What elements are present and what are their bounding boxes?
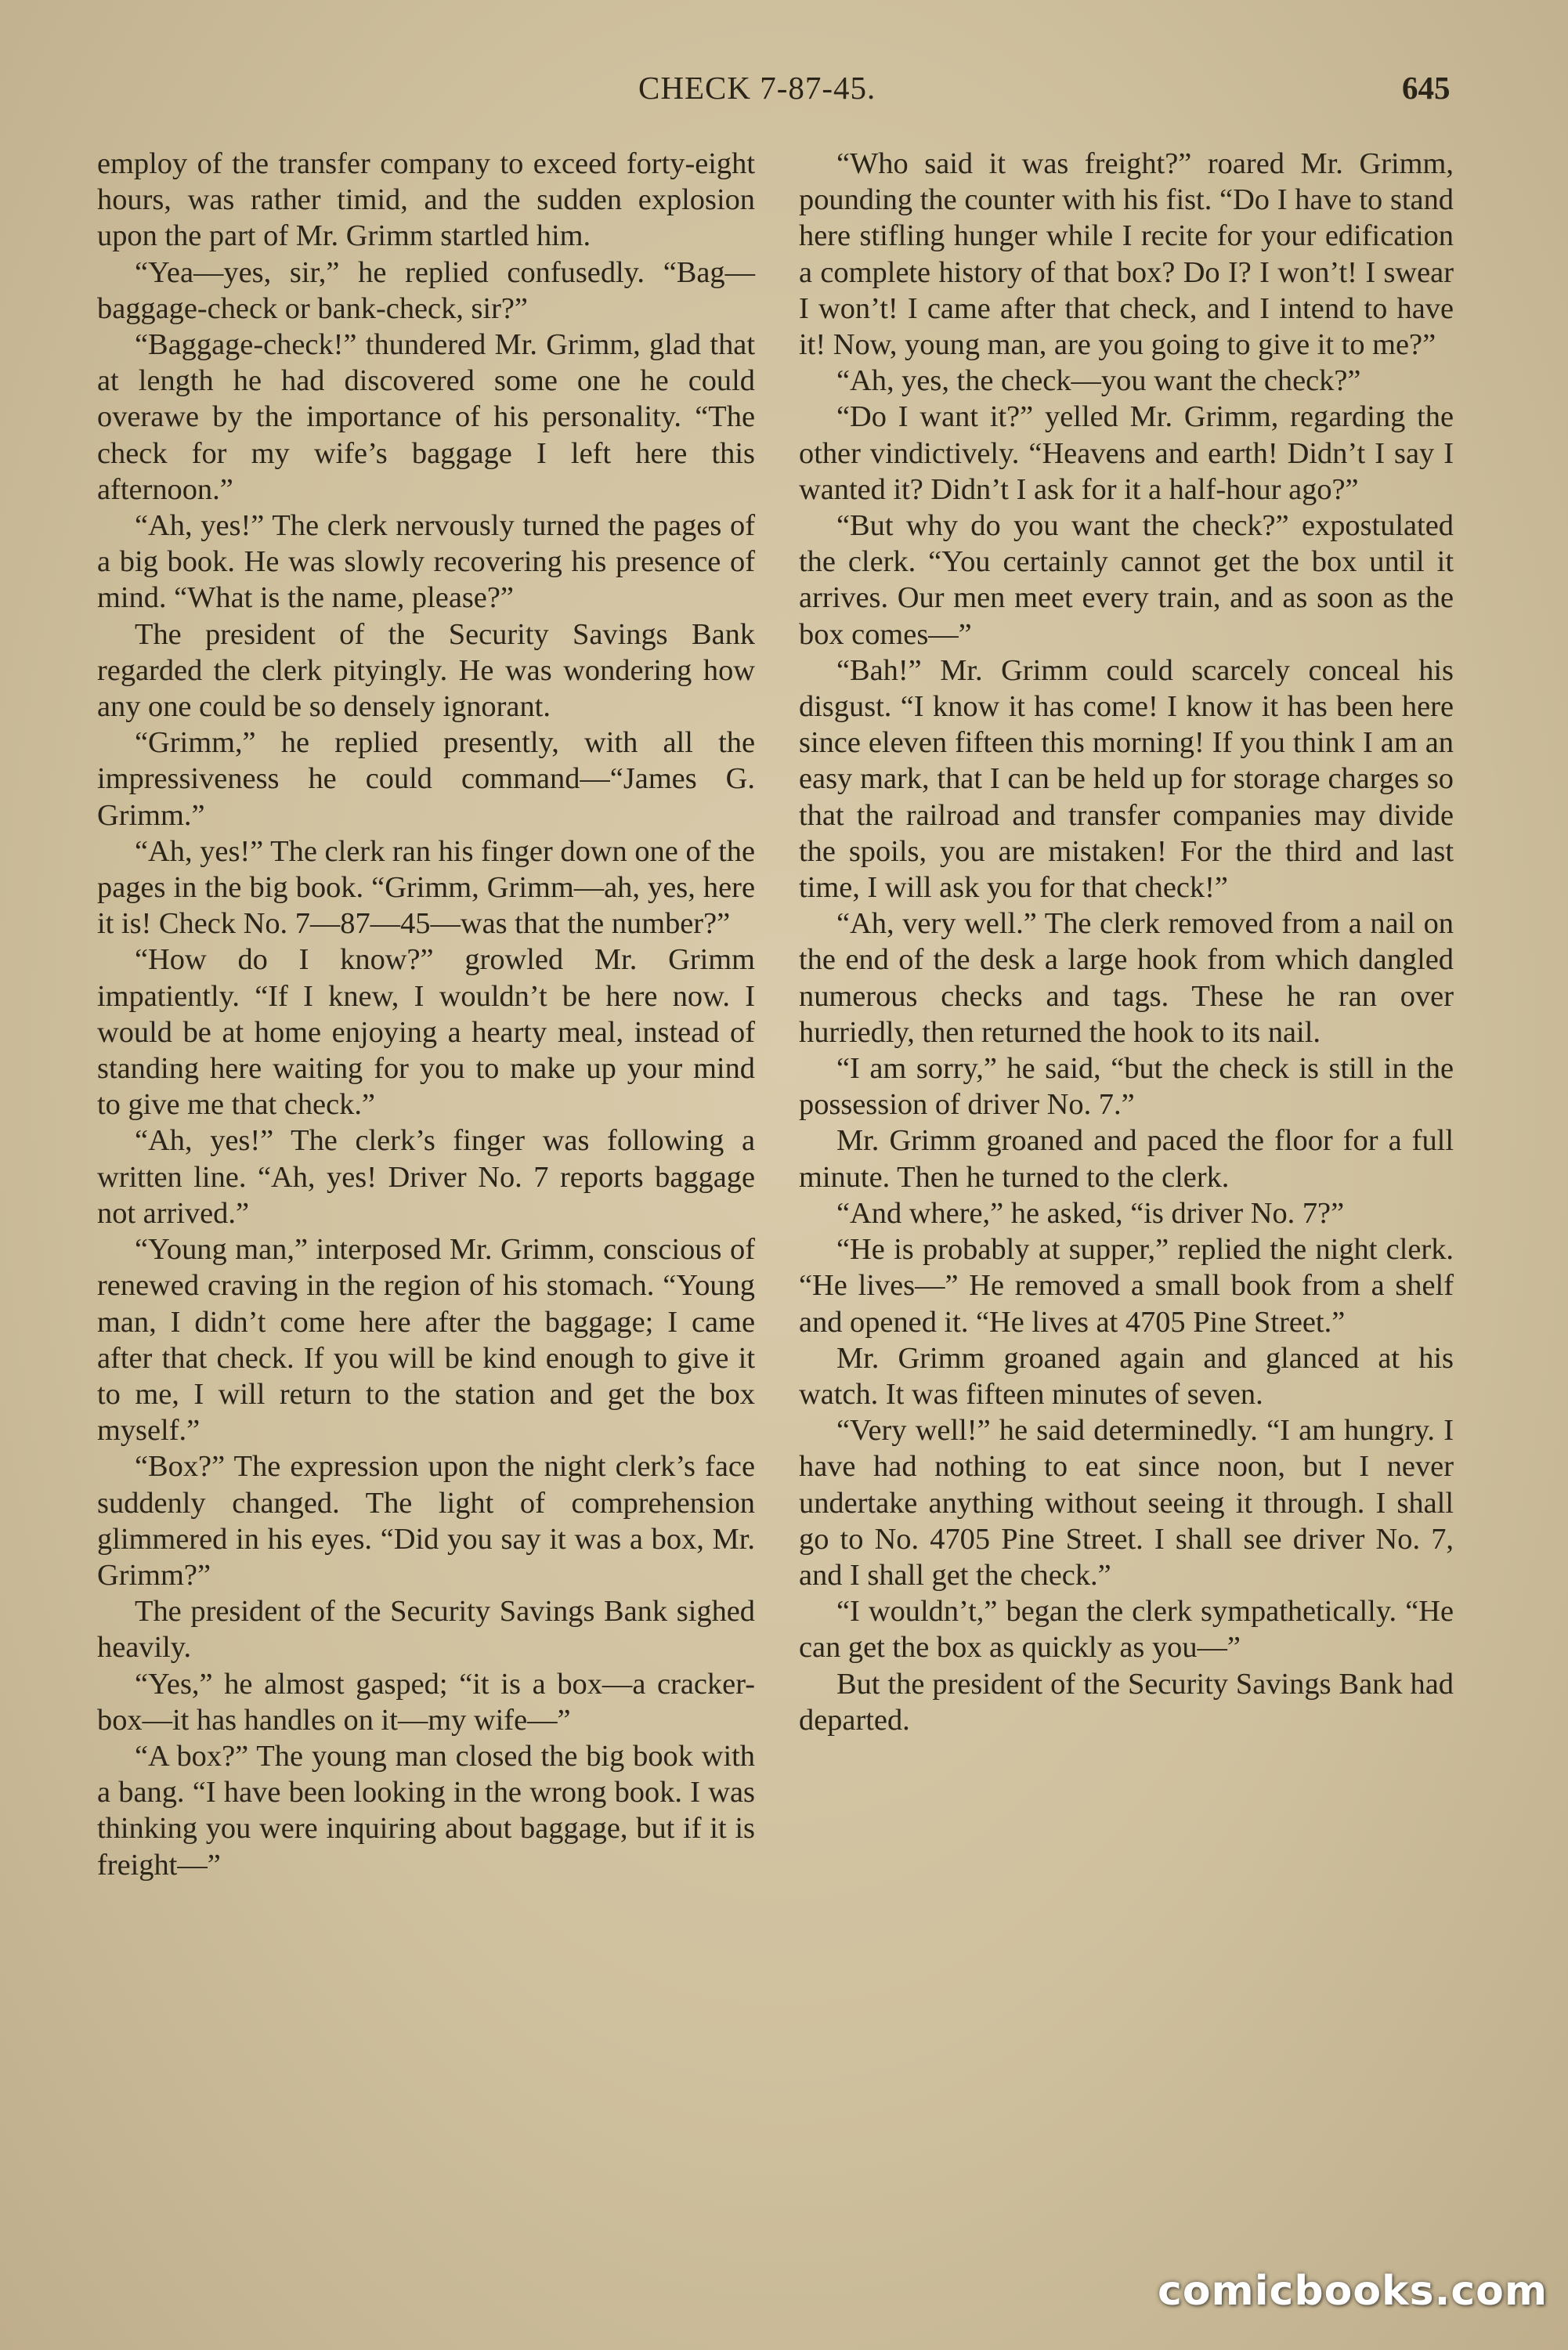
paragraph: “A box?” The young man closed the big book with a bang. “I have been looking in the wrong book. I was thinking you were inquiring about baggage, but if it is freight—” xyxy=(97,1739,755,1882)
paragraph: But the president of the Security Savings Bank had departed. xyxy=(799,1667,1454,1737)
paragraph: “I am sorry,” he said, “but the check is still in the possession of driver No. 7.” xyxy=(799,1052,1454,1122)
paragraph: “Ah, yes!” The clerk’s finger was following a written line. “Ah, yes! Driver No. 7 reports baggage not arrived.” xyxy=(97,1124,755,1230)
paragraph: “I wouldn’t,” began the clerk sympathetically. “He can get the box as quickly as you—” xyxy=(799,1595,1454,1665)
left-text-column xyxy=(97,146,755,1883)
paragraph: “Box?” The expression upon the night clerk’s face suddenly changed. The light of comprehension glimmered in his eyes. “Did you say it was a box, Mr. Grimm?” xyxy=(97,1450,755,1592)
right-text-column xyxy=(799,146,1454,1738)
paragraph: “Yea—yes, sir,” he replied confusedly. “Bag—baggage-check or bank-check, sir?” xyxy=(97,255,755,325)
paragraph: “Bah!” Mr. Grimm could scarcely conceal his disgust. “I know it has come! I know it has been here since eleven fifteen this morning! If you think I am an easy mark, that I can be held up for storage charges so that the railroad and transfer companies may divide the spoils, you are mistaken! For the third and last time, I will ask you for that check!” xyxy=(799,653,1454,905)
paragraph: “Ah, yes, the check—you want the check?” xyxy=(836,364,1361,398)
paragraph: “Do I want it?” yelled Mr. Grimm, regarding the other vindictively. “Heavens and earth! Didn’t I say I wanted it? Didn’t I ask for it a half-hour ago?” xyxy=(799,400,1454,506)
paragraph: “Ah, very well.” The clerk removed from a nail on the end of the desk a large hook from which dangled numerous checks and tags. These he ran over hurriedly, then returned the hook to its nail. xyxy=(799,907,1454,1049)
paragraph: “Grimm,” he replied presently, with all the impressiveness he could command—“James G. Grimm.” xyxy=(97,726,755,832)
paragraph: “Very well!” he said determinedly. “I am hungry. I have had nothing to eat since noon, but I never undertake anything without seeing it through. I shall go to No. 4705 Pine Street. I shall see driver No. 7, and I shall get the check.” xyxy=(799,1414,1454,1592)
paragraph: “Ah, yes!” The clerk nervously turned the pages of a big book. He was slowly recovering his presence of mind. “What is the name, please?” xyxy=(97,509,755,615)
paragraph: Mr. Grimm groaned and paced the floor for a full minute. Then he turned to the clerk. xyxy=(799,1124,1454,1194)
paragraph: employ of the transfer company to exceed forty-eight hours, was rather timid, and the sudden explosion upon the part of Mr. Grimm startled him. xyxy=(97,147,755,253)
paragraph: The president of the Security Savings Bank regarded the clerk pityingly. He was wondering how any one could be so densely ignorant. xyxy=(97,617,755,724)
paragraph: “But why do you want the check?” expostulated the clerk. “You certainly cannot get the box until it arrives. Our men meet every train, and as soon as the box comes—” xyxy=(799,509,1454,651)
paragraph: “And where,” he asked, “is driver No. 7?” xyxy=(836,1196,1345,1230)
paragraph: “Baggage-check!” thundered Mr. Grimm, glad that at length he had discovered some one he could overawe by the importance of his personality. “The check for my wife’s baggage I left here this afternoon.” xyxy=(97,328,755,506)
running-title: CHECK 7-87-45. xyxy=(638,70,876,106)
paragraph: “He is probably at supper,” replied the night clerk. “He lives—” He removed a small book from a shelf and opened it. “He lives at 4705 Pine Street.” xyxy=(799,1233,1454,1339)
site-watermark: comicbooks.com xyxy=(1158,2268,1548,2315)
paragraph: The president of the Security Savings Bank sighed heavily. xyxy=(97,1595,755,1665)
paragraph: “Ah, yes!” The clerk ran his finger down one of the pages in the big book. “Grimm, Grimm—ah, yes, here it is! Check No. 7—87—45—was that the number?” xyxy=(97,834,755,941)
page-number: 645 xyxy=(1402,70,1451,106)
page-header xyxy=(0,64,1568,111)
paragraph: “How do I know?” growled Mr. Grimm impatiently. “If I knew, I wouldn’t be here now. I would be at home enjoying a hearty meal, instead of standing here waiting for you to make up your mind to give me that check.” xyxy=(97,943,755,1122)
paragraph: “Yes,” he almost gasped; “it is a box—a cracker-box—it has handles on it—my wife—” xyxy=(97,1667,755,1737)
paragraph: “Who said it was freight?” roared Mr. Grimm, pounding the counter with his fist. “Do I have to stand here stifling hunger while I recite for your edification a complete history of that box? Do I? I won’t! I swear I won’t! I came after that check, and I intend to have it! Now, young man, are you going to give it to me?” xyxy=(799,147,1454,362)
paragraph: “Young man,” interposed Mr. Grimm, conscious of renewed craving in the region of his stomach. “Young man, I didn’t come here after the baggage; I came after that check. If you will be kind enough to give it to me, I will return to the station and get the box myself.” xyxy=(97,1233,755,1448)
paragraph: Mr. Grimm groaned again and glanced at his watch. It was fifteen minutes of seven. xyxy=(799,1341,1454,1411)
